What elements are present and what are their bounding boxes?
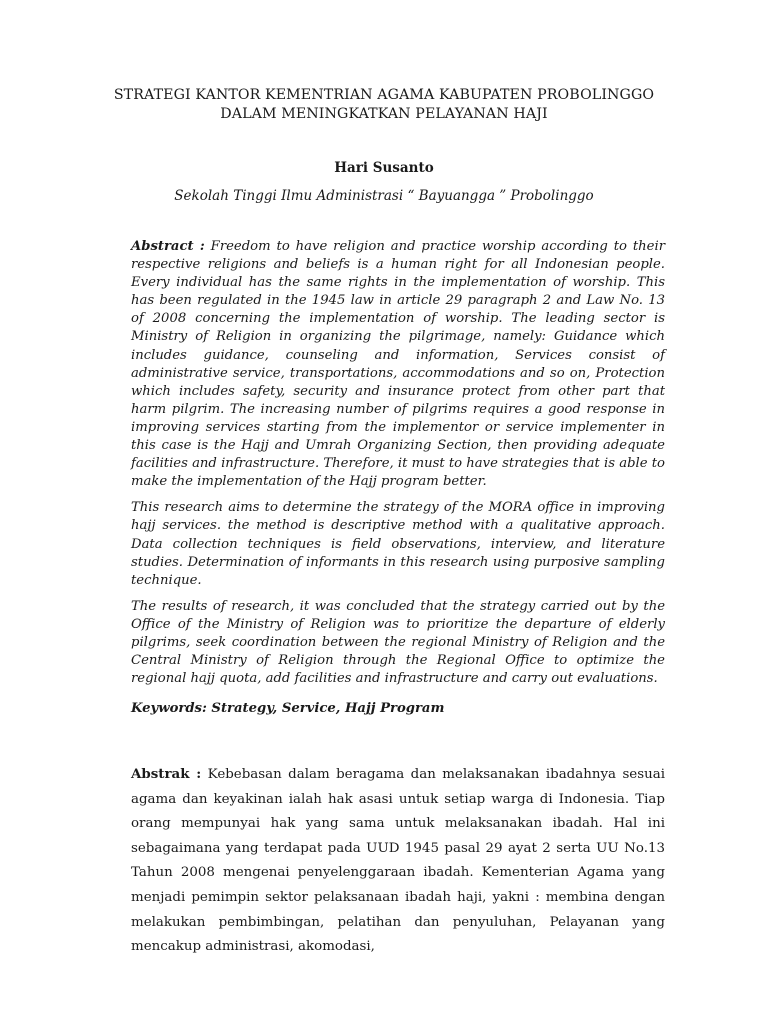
- abstract-en-paragraph-3: The results of research, it was concluded that the strategy carried out by the Office of the Ministry of Religion was to prioritize the departure of elderly pilgrims, seek coordination between the regional Ministry of Religion and the Central Ministry of Religion through the Regional Office to optimize the regional hajj quota, add facilities and infrastructure and carry out evaluations.: [131, 598, 665, 687]
- keywords: Keywords: Strategy, Service, Hajj Program: [131, 701, 445, 717]
- paper-title-line-2: DALAM MENINGKATKAN PELAYANAN HAJI: [220, 106, 548, 122]
- author-affiliation: Sekolah Tinggi Ilmu Administrasi “ Bayuangga ” Probolinggo: [174, 188, 594, 204]
- abstract-english: [131, 238, 665, 726]
- abstract-id-label: Abstrak :: [131, 766, 202, 782]
- abstract-en-paragraph-2: This research aims to determine the strategy of the MORA office in improving hajj services. the method is descriptive method with a qualitative approach. Data collection techniques is field observations, interview, and literature studies. Determination of informants in this research using purposive sampling technique.: [131, 500, 665, 588]
- abstract-en-paragraph-1: [131, 238, 665, 491]
- abstract-en-text-1: Freedom to have religion and practice worship according to their respective religions and beliefs is a human right for all Indonesian people. Every individual has the same rights in the implementation of worship. This has been regulated in the 1945 law in article 29 paragraph 2 and Law No. 13 of 2008 concerning the implementation of worship. The leading sector is Ministry of Religion in organizing the pilgrimage, namely: Guidance which includes guidance, counseling and information, Services consist of administrative service, transportations, accommodations and so on, Protection which includes safety, security and insurance protect from other part that harm pilgrim. The increasing number of pilgrims requires a good response in improving services starting from the implementor or service implementer in this case is the Hajj and Umrah Organizing Section, then providing adequate facilities and infrastructure. Therefore, it must to have strategies that is able to make the implementation of the Hajj program better.: [131, 239, 665, 490]
- abstract-indonesian: [131, 762, 665, 960]
- paper-title: [60, 86, 708, 124]
- abstract-id-text: Kebebasan dalam beragama dan melaksanakan ibadahnya sesuai agama dan keyakinan ialah hak asasi untuk setiap warga di Indonesia. Tiap orang mempunyai hak yang sama untuk melaksanakan ibadah. Hal ini sebagaimana yang terdapat pada UUD 1945 pasal 29 ayat 2 serta UU No.13 Tahun 2008 mengenai penyelenggaraan ibadah. Kementerian Agama yang menjadi pemimpin sektor pelaksanaan ibadah haji, yakni : membina dengan melakukan pembimbingan, pelatihan dan penyuluhan, Pelayanan yang mencakup administrasi, akomodasi,: [131, 767, 665, 955]
- paper-title-line-1: STRATEGI KANTOR KEMENTRIAN AGAMA KABUPATEN PROBOLINGGO: [113, 87, 655, 103]
- abstract-en-label: Abstract :: [131, 239, 205, 254]
- author-name: Hari Susanto: [334, 160, 434, 176]
